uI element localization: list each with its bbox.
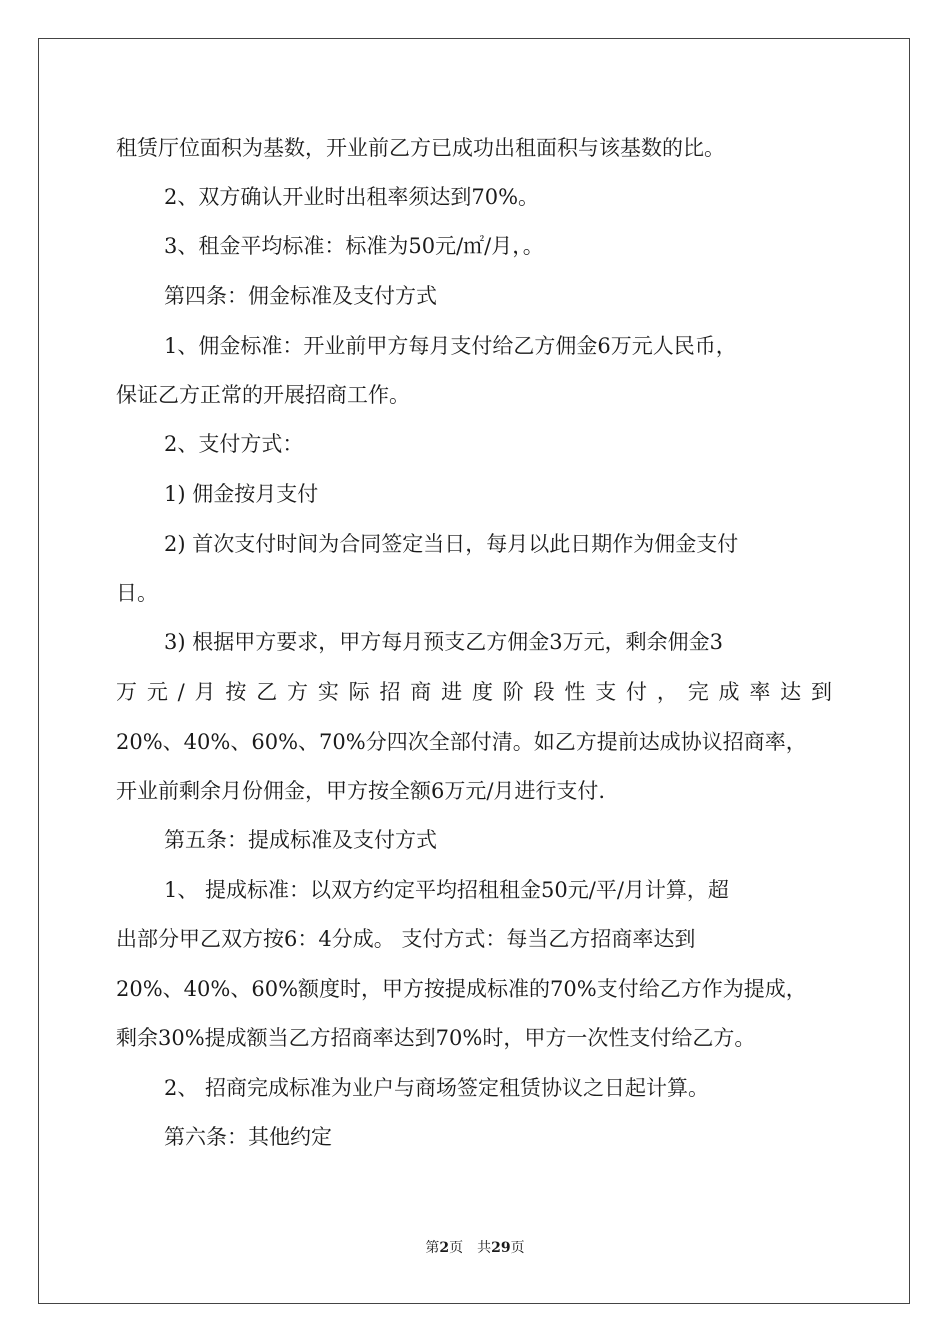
paragraph-line: 3) 根据甲方要求，甲方每月预支乙方佣金3万元，剩余佣金3: [164, 630, 723, 654]
paragraph-line: 出部分甲乙双方按6：4分成。 支付方式：每当乙方招商率达到: [116, 927, 696, 951]
page-prefix: 第: [425, 1240, 440, 1256]
section-heading: 第四条：佣金标准及支付方式: [164, 284, 437, 308]
paragraph-line: 1) 佣金按月支付: [164, 482, 319, 506]
paragraph-line: 剩余30%提成额当乙方招商率达到70%时，甲方一次性支付给乙方。: [116, 1026, 756, 1050]
section-heading: 第五条：提成标准及支付方式: [164, 828, 437, 852]
paragraph-line: 租赁厅位面积为基数，开业前乙方已成功出租面积与该基数的比。: [116, 136, 725, 160]
total-prefix: 共: [477, 1240, 492, 1256]
paragraph-line: 1、佣金标准：开业前甲方每月支付给乙方佣金6万元人民币，: [164, 334, 737, 358]
paragraph-line: 2) 首次支付时间为合同签定当日，每月以此日期作为佣金支付: [164, 532, 739, 556]
page-number: 2: [439, 1240, 450, 1256]
paragraph-line: 2、 招商完成标准为业户与商场签定租赁协议之日起计算。: [164, 1076, 710, 1100]
paragraph-line: 20%、40%、60%额度时，甲方按提成标准的70%支付给乙方作为提成，: [116, 977, 807, 1001]
paragraph-line: 2、双方确认开业时出租率须达到70%。: [164, 185, 540, 209]
total-pages: 29: [491, 1240, 511, 1256]
page-suffix: 页: [449, 1240, 464, 1256]
paragraph-line: 保证乙方正常的开展招商工作。: [116, 383, 410, 407]
section-heading: 第六条：其他约定: [164, 1125, 332, 1149]
paragraph-line: 万元/月按乙方实际招商进度阶段性支付，完成率达到: [116, 680, 832, 704]
page-footer: [0, 1238, 950, 1258]
paragraph-line: 日。: [116, 581, 158, 605]
paragraph-line: 1、 提成标准：以双方约定平均招租租金50元/平/月计算，超: [164, 878, 729, 902]
paragraph-line: 20%、40%、60%、70%分四次全部付清。如乙方提前达成协议招商率，: [116, 730, 807, 754]
paragraph-line: 3、租金平均标准：标准为50元/㎡/月，。: [164, 234, 544, 258]
total-suffix: 页: [510, 1240, 525, 1256]
paragraph-line: 开业前剩余月份佣金，甲方按全额6万元/月进行支付.: [116, 779, 606, 803]
paragraph-line: 2、支付方式：: [164, 432, 304, 456]
